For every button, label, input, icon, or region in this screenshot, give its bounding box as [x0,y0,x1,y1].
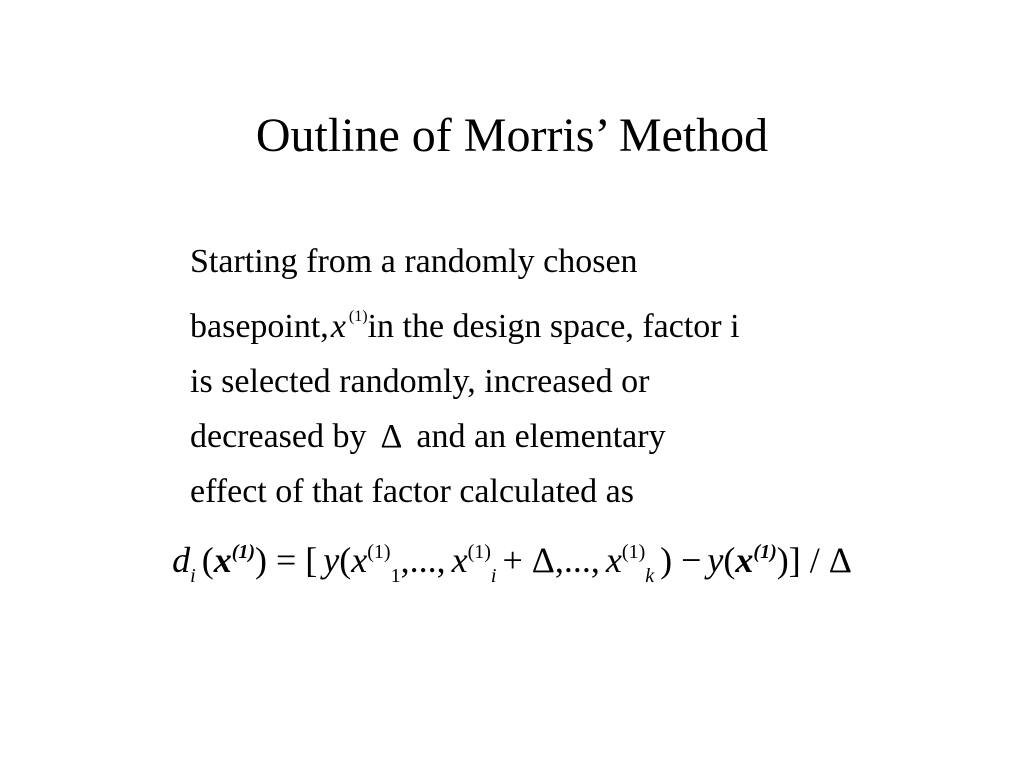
delta-symbol: Δ [380,418,403,455]
formula-plus-delta: + Δ,..., [502,540,600,580]
formula-xi: x [451,540,468,580]
formula-x1: x [351,540,368,580]
slide-title: Outline of Morris’ Method [255,109,769,162]
formula-xk-subscript: k [645,565,655,587]
formula-x1-subscript: 1 [390,565,401,587]
formula-open-paren-3: ( [723,540,736,580]
formula-x-bold-2-superscript: (1) [753,541,777,563]
formula-open-paren: ( [201,540,214,580]
body-line-2-start: basepoint, [190,308,329,345]
body-line-5: effect of that factor calculated as [190,473,634,510]
formula-x-bold-superscript: (1) [231,541,256,563]
slide-body [190,234,970,519]
formula-d: d [172,540,191,580]
body-line-2 [190,289,970,354]
formula-d-subscript: i [190,565,196,587]
basepoint-superscript: (1) [348,308,368,325]
formula-y2: y [707,540,724,580]
formula-x-bold: x [213,540,232,580]
body-line-1: Starting from a randomly chosen [190,243,638,280]
formula-y1: y [323,540,340,580]
formula-equals-bracket: ) = [ [255,540,318,580]
formula-xk-superscript: (1) [621,541,646,563]
formula-x-bold-2: x [735,540,754,580]
formula-xi-subscript: i [490,565,497,587]
formula-open-paren-2: ( [339,540,352,580]
body-line-2-end: in the design space, factor i [367,308,740,345]
elementary-effect-formula [0,522,1024,606]
body-line-4-end: and an elementary [416,418,666,455]
body-line-4 [190,409,970,464]
formula-close-minus: ) − [660,540,702,580]
basepoint-symbol: x [330,308,346,345]
formula-xi-superscript: (1) [467,541,491,563]
body-line-4-start: decreased by [190,418,367,455]
formula-ellipsis-1: ,..., [400,540,446,580]
formula-end-divide-delta: )] / Δ [776,540,852,580]
formula-xk: x [605,540,622,580]
body-line-3: is selected randomly, increased or [190,363,650,400]
formula-x1-superscript: (1) [367,541,391,563]
